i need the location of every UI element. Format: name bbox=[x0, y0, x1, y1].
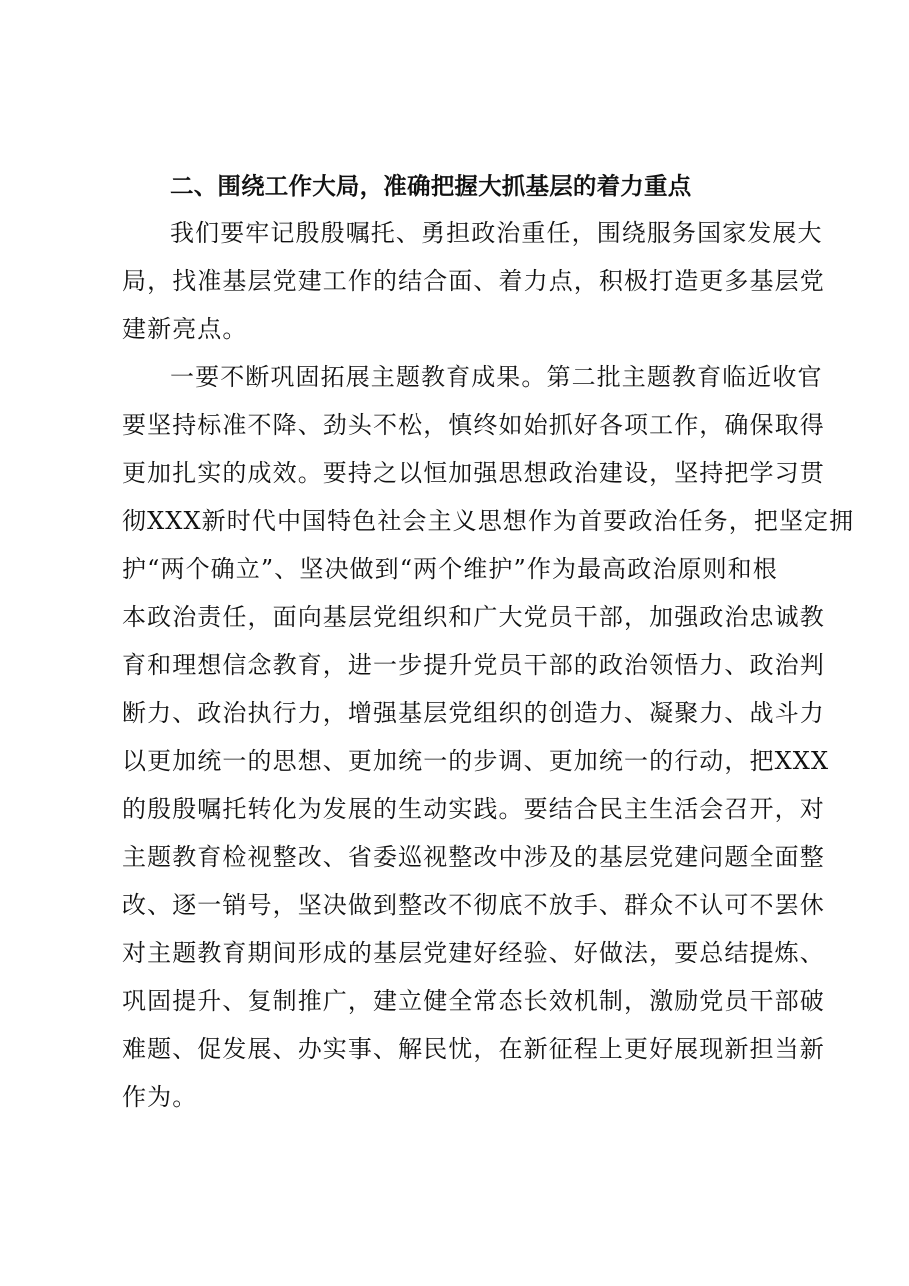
paragraph-2-line-15: 难题、促发展、办实事、解民忧，在新征程上更好展现新担当新 bbox=[122, 1035, 825, 1063]
section-heading: 二、围绕工作大局，准确把握大抓基层的着力重点 bbox=[170, 172, 692, 200]
paragraph-2-line-11: 主题教育检视整改、省委巡视整改中涉及的基层党建问题全面整 bbox=[122, 843, 825, 871]
paragraph-2-line-1: 一要不断巩固拓展主题教育成果。第二批主题教育临近收官 bbox=[170, 363, 823, 391]
paragraph-2-line-13: 对主题教育期间形成的基层党建好经验、好做法，要总结提炼、 bbox=[122, 939, 825, 967]
paragraph-2-line-9: 以更加统一的思想、更加统一的步调、更加统一的行动，把XXX bbox=[122, 747, 830, 775]
paragraph-1-line-2: 局，找准基层党建工作的结合面、着力点，积极打造更多基层党 bbox=[122, 267, 825, 295]
paragraph-2-line-8: 断力、政治执行力，增强基层党组织的创造力、凝聚力、战斗力 bbox=[122, 699, 825, 727]
paragraph-2-line-16: 作为。 bbox=[122, 1083, 198, 1111]
paragraph-2-line-3: 更加扎实的成效。要持之以恒加强思想政治建设，坚持把学习贯 bbox=[122, 459, 825, 487]
paragraph-2-line-6: 本政治责任，面向基层党组织和广大党员干部，加强政治忠诚教 bbox=[122, 603, 825, 631]
paragraph-2-line-12: 改、逐一销号，坚决做到整改不彻底不放手、群众不认可不罢休 bbox=[122, 891, 825, 919]
paragraph-2-line-7: 育和理想信念教育，进一步提升党员干部的政治领悟力、政治判 bbox=[122, 651, 825, 679]
paragraph-1-line-1: 我们要牢记殷殷嘱托、勇担政治重任，围绕服务国家发展大 bbox=[170, 219, 823, 247]
paragraph-2-line-5: 护“两个确立”、坚决做到“两个维护”作为最高政治原则和根 bbox=[122, 555, 778, 583]
paragraph-2-line-2: 要坚持标准不降、劲头不松，慎终如始抓好各项工作，确保取得 bbox=[122, 411, 825, 439]
paragraph-1-line-3: 建新亮点。 bbox=[122, 315, 248, 343]
paragraph-2-line-10: 的殷殷嘱托转化为发展的生动实践。要结合民主生活会召开，对 bbox=[122, 795, 825, 823]
paragraph-2-line-4: 彻XXX新时代中国特色社会主义思想作为首要政治任务，把坚定拥 bbox=[122, 507, 855, 535]
paragraph-2-line-14: 巩固提升、复制推广，建立健全常态长效机制，激励党员干部破 bbox=[122, 987, 825, 1015]
